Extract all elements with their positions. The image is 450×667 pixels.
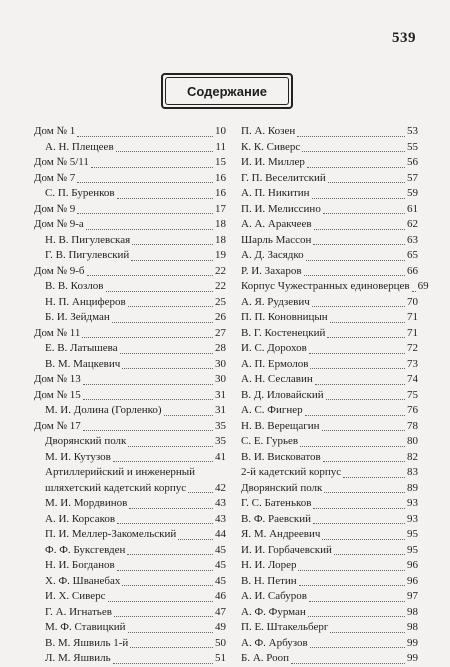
dot-leader	[324, 492, 405, 493]
toc-entry	[34, 357, 226, 373]
toc-entry-title: Н. П. Анциферов	[45, 295, 126, 308]
toc-entry	[241, 512, 418, 528]
toc-entry-page: 44	[215, 528, 226, 540]
toc-entry-page: 41	[215, 450, 226, 463]
toc-entry-title: А. Н. Сеславин	[241, 373, 313, 385]
toc-entry	[241, 279, 429, 295]
toc-entry	[241, 434, 418, 450]
toc-entry-page: 78	[407, 419, 418, 432]
toc-entry-page: 71	[407, 326, 418, 339]
page-number: 539	[392, 30, 416, 46]
dot-leader	[120, 353, 213, 354]
toc-entry-page: 35	[215, 419, 226, 432]
toc-entry	[241, 186, 418, 202]
toc-entry-title: П. И. Меллер-Закомельский	[45, 528, 177, 540]
toc-entry-title: Дом № 7	[34, 171, 76, 184]
toc-entry-title: В. М. Мацкевич	[45, 357, 121, 370]
toc-entry	[241, 496, 418, 512]
dot-leader	[112, 322, 213, 323]
dot-leader	[113, 461, 213, 462]
toc-entry-title: А. П. Никитин	[241, 187, 310, 199]
toc-entry-page: 89	[407, 481, 418, 494]
dot-leader	[87, 275, 213, 276]
toc-entry	[34, 310, 226, 326]
toc-entry-title: А. П. Ермолов	[241, 357, 309, 370]
toc-entry-title: Г. В. Пигулевский	[45, 249, 130, 261]
toc-entry-title: А. И. Сабуров	[241, 590, 307, 602]
dot-leader	[314, 229, 405, 230]
toc-entry	[241, 574, 418, 590]
toc-entry-title: В. Г. Костенецкий	[241, 326, 326, 339]
dot-leader	[108, 601, 213, 602]
toc-entry-page: 95	[407, 543, 418, 556]
toc-entry-title: А. Д. Засядко	[241, 249, 304, 261]
toc-entry-page: 76	[407, 404, 418, 416]
toc-entry-title: Дворянский полк	[241, 481, 323, 494]
dot-leader	[77, 182, 213, 183]
toc-entry	[34, 155, 226, 171]
dot-leader	[305, 415, 405, 416]
dot-leader	[327, 337, 405, 338]
toc-entry-title: Ф. Ф. Буксгевден	[45, 543, 126, 556]
dot-leader	[309, 353, 405, 354]
toc-entry	[241, 140, 418, 156]
dot-leader	[77, 213, 213, 214]
toc-entry-title: Н. В. Верещагин	[241, 419, 320, 432]
toc-entry-title: М. И. Мордвинов	[45, 497, 128, 509]
toc-entry	[34, 558, 226, 574]
dot-leader	[312, 198, 405, 199]
dot-leader	[106, 291, 214, 292]
toc-entry-title: Дом № 13	[34, 373, 81, 385]
toc-entry-title: Г. А. Игнатьев	[45, 605, 112, 618]
dot-leader	[322, 430, 405, 431]
toc-entry	[34, 543, 226, 559]
toc-entry-page: 96	[407, 559, 418, 571]
toc-entry-title: П. И. Мелиссино	[241, 202, 321, 215]
dot-leader	[113, 663, 213, 664]
toc-entry	[241, 558, 418, 574]
toc-entry-page: 72	[407, 342, 418, 354]
toc-entry	[34, 186, 226, 202]
toc-entry-title: П. П. Коновницын	[241, 311, 328, 323]
toc-entry-title: Дом № 9-а	[34, 218, 84, 230]
toc-entry	[241, 465, 418, 481]
dot-leader	[83, 430, 213, 431]
toc-entry-page: 63	[407, 233, 418, 246]
toc-entry-title: И. И. Горбачевский	[241, 543, 332, 556]
toc-entry-page: 95	[407, 528, 418, 540]
toc-entry	[241, 326, 418, 342]
toc-entry-title: Б. И. Зейдман	[45, 311, 110, 323]
toc-entry-title: И. С. Дорохов	[241, 342, 307, 354]
toc-entry-title: А. С. Фигнер	[241, 404, 303, 416]
toc-entry	[241, 543, 418, 559]
toc-entry-page: 74	[407, 373, 418, 385]
toc-entry	[34, 574, 226, 590]
toc-entry	[241, 357, 418, 373]
toc-entry	[241, 248, 418, 264]
dot-leader	[164, 415, 213, 416]
dot-leader	[86, 229, 213, 230]
toc-entry	[34, 279, 226, 295]
toc-entry-page: 30	[215, 373, 226, 385]
toc-entry	[34, 171, 226, 187]
dot-leader	[323, 461, 405, 462]
toc-entry-page: 97	[407, 590, 418, 602]
toc-entry-page: 16	[215, 171, 226, 184]
toc-entry-page: 99	[407, 636, 418, 649]
toc-entry-page: 25	[215, 295, 226, 308]
toc-entry-title: А. И. Корсаков	[45, 512, 116, 525]
toc-entry	[34, 651, 226, 667]
toc-entry-title: Дом № 9	[34, 202, 76, 215]
toc-entry-page: 31	[215, 404, 226, 416]
toc-entry-title: Дворянский полк	[45, 435, 127, 447]
dot-leader	[330, 322, 405, 323]
dot-leader	[315, 384, 405, 385]
toc-entry	[34, 295, 226, 311]
toc-entry-page: 30	[215, 357, 226, 370]
toc-entry	[34, 496, 226, 512]
toc-entry-title: Х. Ф. Шванебах	[45, 574, 121, 587]
toc-entry	[34, 341, 226, 357]
toc-entry-title: Г. С. Батеньков	[241, 497, 312, 509]
dot-leader	[117, 570, 213, 571]
toc-entry	[241, 636, 418, 652]
toc-entry-page: 22	[215, 280, 226, 292]
toc-entry-title: Б. А. Рооп	[241, 652, 289, 664]
toc-entry-page: 50	[215, 636, 226, 649]
toc-entry	[34, 481, 226, 497]
toc-entry-title: М. И. Долина (Горленко)	[45, 404, 162, 416]
toc-entry-page: 42	[215, 481, 226, 494]
dot-leader	[308, 616, 405, 617]
dot-leader	[128, 306, 213, 307]
toc-entry	[34, 419, 226, 435]
toc-entry-page: 15	[215, 156, 226, 168]
contents-title: Содержание	[186, 83, 268, 99]
dot-leader	[313, 244, 405, 245]
toc-entry-title: Я. М. Андреевич	[241, 528, 321, 540]
toc-entry	[241, 341, 418, 357]
dot-leader	[307, 167, 405, 168]
toc-entry-page: 70	[407, 295, 418, 308]
dot-leader	[302, 151, 405, 152]
toc-entry	[34, 403, 226, 419]
dot-leader	[83, 399, 213, 400]
toc-entry-page: 66	[407, 264, 418, 277]
toc-entry	[241, 620, 418, 636]
toc-entry-title: П. Е. Штакельберг	[241, 621, 329, 633]
toc-entry-page: 43	[215, 497, 226, 509]
dot-leader	[130, 647, 213, 648]
toc-entry	[241, 481, 418, 497]
toc-entry-title: А. Ф. Арбузов	[241, 636, 308, 649]
toc-entry-title: М. И. Кутузов	[45, 450, 111, 463]
toc-entry-page: 45	[215, 543, 226, 556]
toc-entry-title: Н. В. Пигулевская	[45, 233, 131, 246]
toc-entry-page: 45	[215, 574, 226, 587]
toc-entry-page: 22	[215, 264, 226, 277]
toc-entry-page: 53	[407, 125, 418, 137]
toc-entry	[34, 264, 226, 280]
toc-entry-page: 61	[407, 202, 418, 215]
toc-entry-page: 45	[215, 559, 226, 571]
dot-leader	[122, 368, 213, 369]
toc-entry-page: 10	[215, 125, 226, 137]
toc-entry-page: 57	[407, 171, 418, 184]
toc-entry-page: 69	[417, 280, 429, 292]
toc-entry	[34, 217, 226, 233]
toc-entry-title: В. Н. Петин	[241, 574, 297, 587]
toc-entry-title: Дом № 9-б	[34, 264, 85, 277]
toc-entry-title: В. В. Козлов	[45, 280, 104, 292]
dot-leader	[114, 616, 213, 617]
toc-entry-title: Дом № 15	[34, 388, 81, 401]
toc-entry	[241, 372, 418, 388]
toc-entry	[241, 388, 418, 404]
toc-entry-title: Г. П. Веселитский	[241, 171, 326, 184]
toc-entry-title: В. Ф. Раевский	[241, 512, 312, 525]
toc-entry	[241, 124, 418, 140]
toc-entry-page: 93	[407, 512, 418, 525]
toc-entry-page: 98	[407, 621, 418, 633]
dot-leader	[116, 151, 214, 152]
toc-entry-page: 28	[215, 342, 226, 354]
toc-entry-page: 46	[215, 590, 226, 602]
toc-entry-page: 18	[215, 218, 226, 230]
toc-entry	[241, 171, 418, 187]
toc-entry-title: Н. И. Лорер	[241, 559, 297, 571]
toc-entry	[241, 202, 418, 218]
toc-entry	[241, 419, 418, 435]
toc-entry-page: 18	[215, 233, 226, 246]
toc-entry-page: 49	[215, 621, 226, 633]
dot-leader	[298, 570, 405, 571]
toc-entry-page: 80	[407, 435, 418, 447]
toc-entry-page: 16	[215, 187, 226, 199]
toc-entry-title: шляхетский кадетский корпус	[45, 481, 187, 494]
dot-leader	[128, 632, 213, 633]
dot-leader	[83, 384, 213, 385]
toc-entry	[34, 434, 226, 450]
toc-entry-page: 11	[215, 140, 226, 153]
toc-entry	[34, 326, 226, 342]
toc-entry-title: К. К. Сиверс	[241, 140, 301, 153]
toc-entry-title: В. М. Яшвиль 1-й	[45, 636, 129, 649]
toc-entry-title: С. Е. Гурьев	[241, 435, 299, 447]
toc-entry	[34, 248, 226, 264]
dot-leader	[313, 523, 405, 524]
toc-entry-page: 83	[407, 466, 418, 478]
toc-entry	[34, 124, 226, 140]
toc-entry-page: 19	[215, 249, 226, 261]
dot-leader	[309, 601, 405, 602]
toc-entry-title: С. П. Буренков	[45, 187, 115, 199]
contents-title-frame	[161, 73, 293, 109]
toc-entry-page: 59	[407, 187, 418, 199]
toc-entry-page: 82	[407, 450, 418, 463]
dot-leader	[326, 399, 405, 400]
dot-leader	[131, 260, 213, 261]
dot-leader	[322, 539, 405, 540]
toc-entry-page: 75	[407, 388, 418, 401]
toc-entry-title: Дом № 17	[34, 419, 81, 432]
toc-entry-title: В. И. Висковатов	[241, 450, 321, 463]
toc-entry	[241, 155, 418, 171]
toc-entry-page: 47	[215, 605, 226, 618]
toc-entry-page: 71	[407, 311, 418, 323]
toc-entry-title: Дом № 11	[34, 326, 81, 339]
toc-entry-title: Н. И. Богданов	[45, 559, 115, 571]
dot-leader	[82, 337, 213, 338]
toc-entry-page: 31	[215, 388, 226, 401]
dot-leader	[312, 306, 405, 307]
dot-leader	[128, 446, 213, 447]
toc-entry	[241, 589, 418, 605]
toc-entry	[241, 310, 418, 326]
toc-entry-page: 27	[215, 326, 226, 339]
dot-leader	[300, 446, 405, 447]
toc-entry	[241, 450, 418, 466]
toc-entry-title: Л. М. Яшвиль	[45, 652, 111, 664]
toc-entry-title: А. А. Аракчеев	[241, 218, 312, 230]
toc-entry-title: Дом № 1	[34, 125, 76, 137]
dot-leader	[178, 539, 213, 540]
toc-entry	[34, 233, 226, 249]
toc-entry-title: П. А. Козен	[241, 125, 296, 137]
toc-entry-title: А. Я. Рудзевич	[241, 295, 310, 308]
dot-leader	[313, 508, 405, 509]
contents-left-column	[34, 124, 226, 667]
dot-leader	[132, 244, 213, 245]
toc-entry	[34, 512, 226, 528]
toc-entry	[34, 372, 226, 388]
toc-entry-page: 56	[407, 156, 418, 168]
toc-entry-page: 17	[215, 202, 226, 215]
toc-entry-title: И. И. Миллер	[241, 156, 305, 168]
contents-right-column	[241, 124, 429, 667]
dot-leader	[299, 585, 405, 586]
toc-entry	[241, 264, 418, 280]
dot-leader	[330, 632, 405, 633]
dot-leader	[323, 213, 405, 214]
toc-entry	[34, 605, 226, 621]
toc-entry-title: 2-й кадетский корпус	[241, 466, 342, 478]
toc-entry-title: М. Ф. Ставицкий	[45, 621, 126, 633]
toc-entry-page: 43	[215, 512, 226, 525]
dot-leader	[188, 492, 213, 493]
dot-leader	[297, 136, 405, 137]
toc-entry	[241, 295, 418, 311]
toc-entry-page: 98	[407, 605, 418, 618]
toc-entry-page: 96	[407, 574, 418, 587]
dot-leader	[343, 477, 405, 478]
dot-leader	[412, 291, 416, 292]
toc-entry	[34, 450, 226, 466]
toc-entry-page: 73	[407, 357, 418, 370]
toc-entry-page: 51	[215, 652, 226, 664]
dot-leader	[129, 508, 213, 509]
toc-entry	[34, 589, 226, 605]
dot-leader	[306, 260, 405, 261]
dot-leader	[127, 554, 213, 555]
toc-entry-title: Артиллерийский и инженерный	[45, 466, 196, 478]
toc-entry	[241, 651, 418, 667]
dot-leader	[328, 182, 405, 183]
toc-entry-page: 35	[215, 435, 226, 447]
toc-entry	[241, 233, 418, 249]
toc-entry-title: Р. И. Захаров	[241, 264, 302, 277]
toc-entry	[241, 403, 418, 419]
toc-entry-page: 93	[407, 497, 418, 509]
toc-entry	[34, 527, 226, 543]
dot-leader	[117, 198, 213, 199]
dot-leader	[77, 136, 213, 137]
toc-entry	[241, 527, 418, 543]
toc-entry	[241, 217, 418, 233]
dot-leader	[91, 167, 213, 168]
dot-leader	[122, 585, 213, 586]
toc-entry	[241, 605, 418, 621]
toc-entry-title: Е. В. Латышева	[45, 342, 118, 354]
toc-entry-title: Дом № 5/11	[34, 156, 89, 168]
dot-leader	[117, 523, 213, 524]
dot-leader	[291, 663, 405, 664]
dot-leader	[310, 647, 405, 648]
toc-entry	[34, 388, 226, 404]
toc-entry	[34, 636, 226, 652]
toc-entry-page: 62	[407, 218, 418, 230]
toc-entry-title: Шарль Массон	[241, 233, 312, 246]
toc-entry-page: 99	[407, 652, 418, 664]
toc-entry-title: В. Д. Иловайский	[241, 388, 324, 401]
toc-entry	[34, 202, 226, 218]
dot-leader	[304, 275, 405, 276]
toc-entry-page: 65	[407, 249, 418, 261]
toc-entry-page: 26	[215, 311, 226, 323]
toc-entry	[34, 140, 226, 156]
toc-entry-title: Корпус Чужестранных единоверцев	[241, 280, 410, 292]
dot-leader	[334, 554, 405, 555]
toc-entry	[34, 620, 226, 636]
toc-entry-title: А. Ф. Фурман	[241, 605, 306, 618]
toc-entry-title: А. Н. Плещеев	[45, 140, 114, 153]
toc-entry-line	[34, 465, 226, 481]
toc-entry-page: 55	[407, 140, 418, 153]
dot-leader	[310, 368, 405, 369]
toc-entry-title: И. Х. Сиверс	[45, 590, 106, 602]
